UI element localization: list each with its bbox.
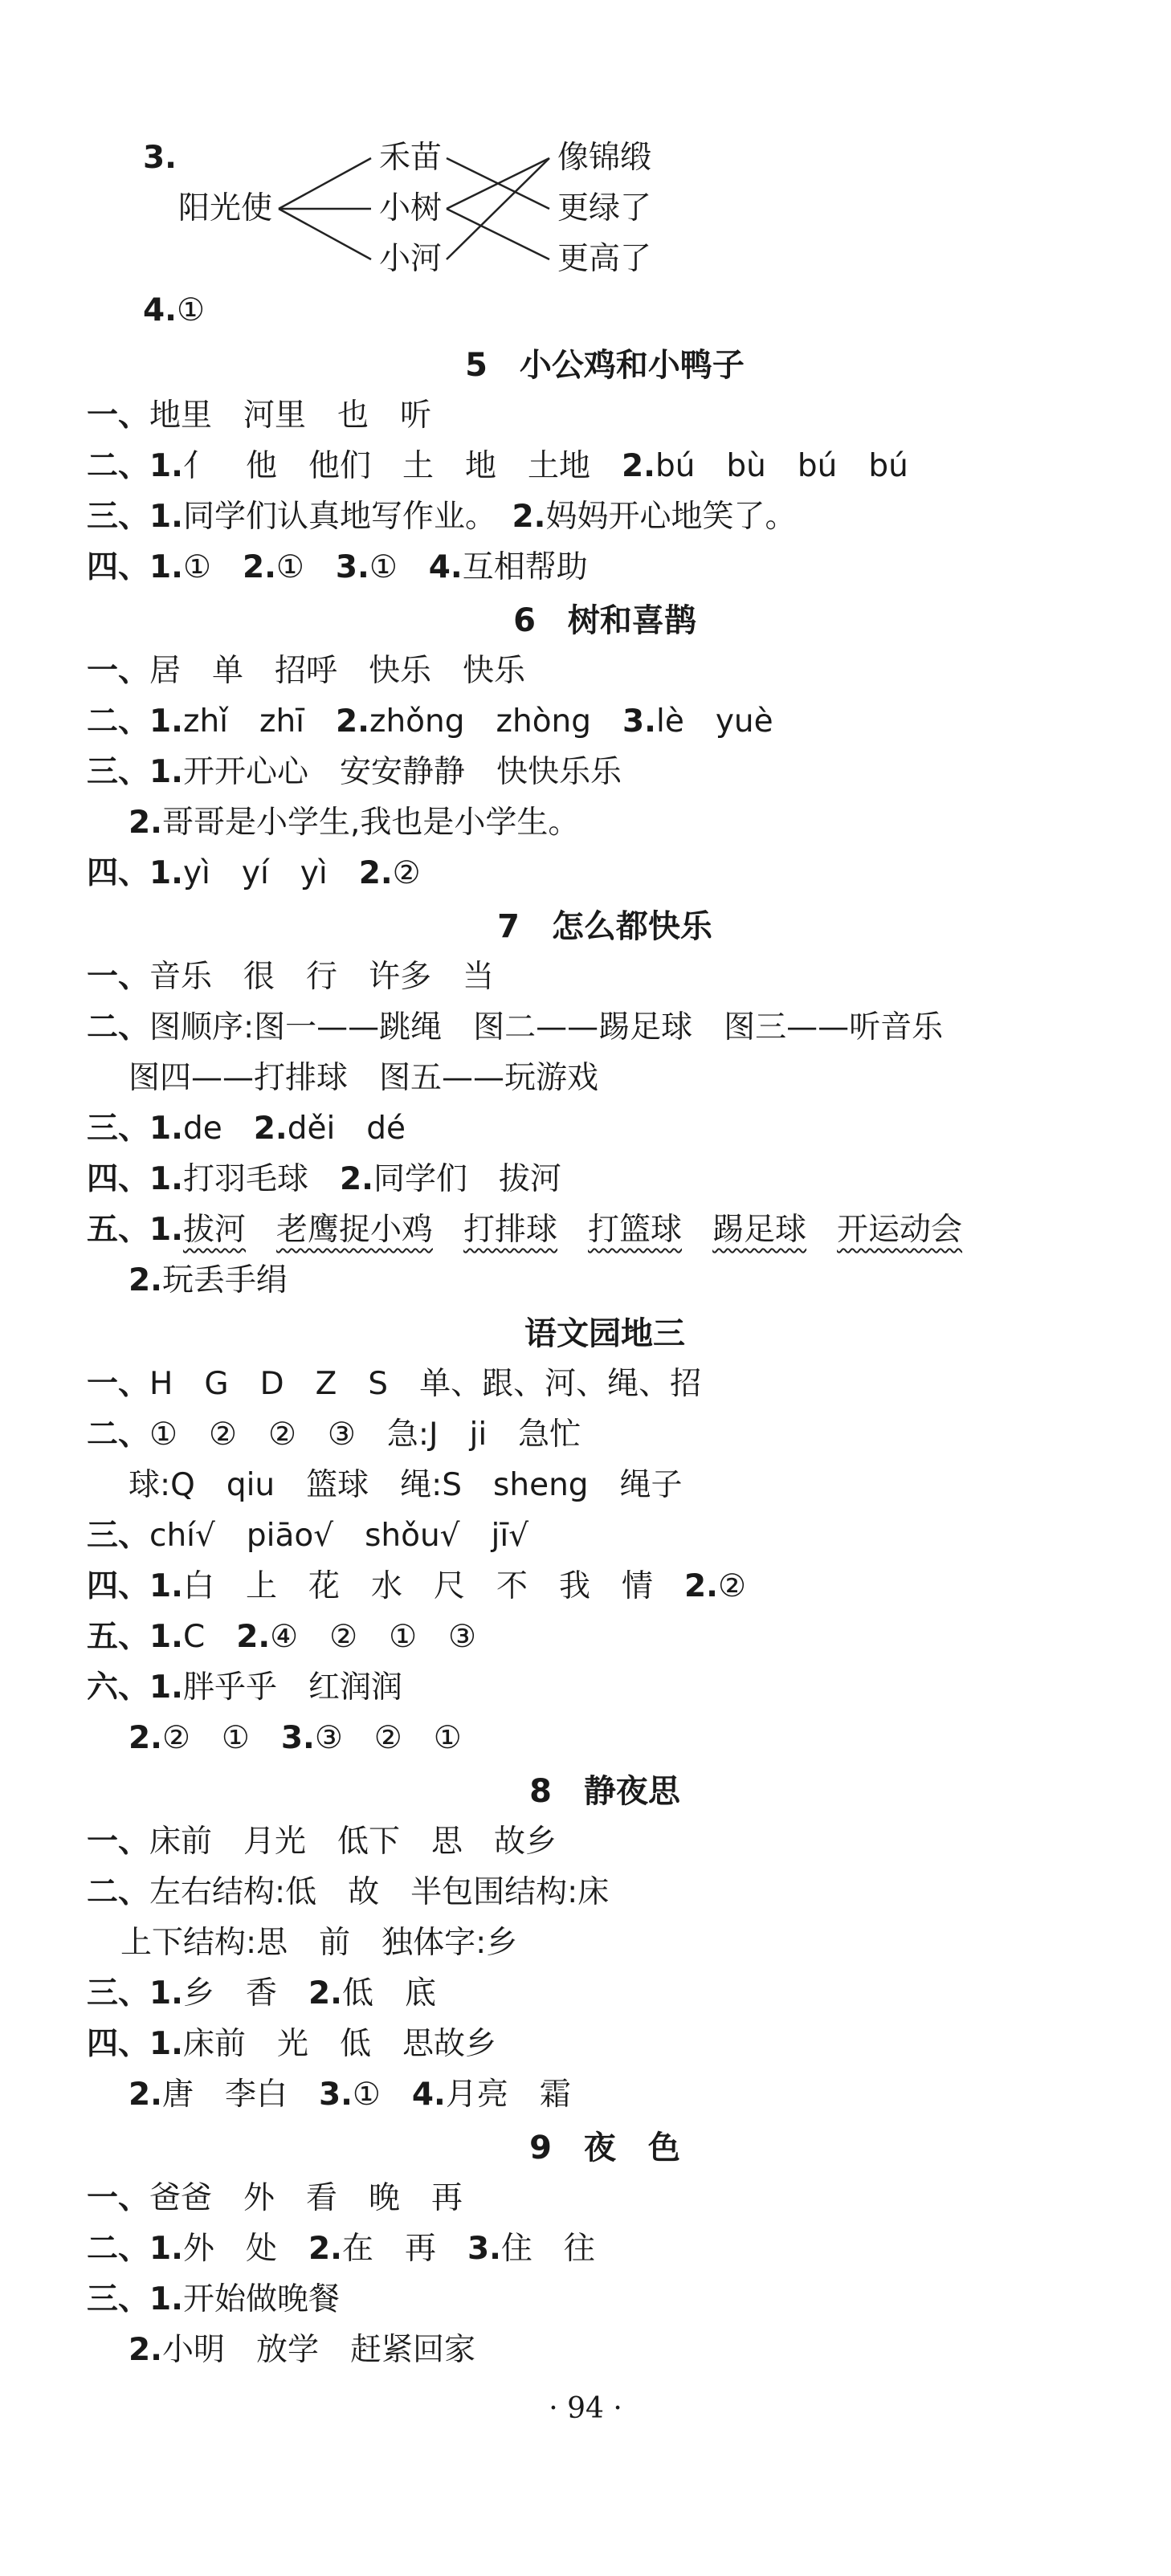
lesson-title: 5 小公鸡和小鸭子 [465,347,745,384]
lesson-title: 8 静夜思 [529,1773,680,1810]
match-middle-word: 小河 [379,241,443,277]
match-middle-word: 禾苗 [379,140,443,176]
lesson-title: 9 夜 色 [529,2130,680,2166]
answer-line: 三、1.de 2.děi dé [87,1111,406,1147]
answer-line: 五、1.拔河 老鹰捉小鸡 打排球 打篮球 踢足球 开运动会 [87,1212,963,1248]
answer-line: 四、1.白 上 花 水 尺 不 我 情 2.② [87,1568,746,1604]
lesson-title: 7 怎么都快乐 [497,908,712,945]
answer-line: 四、1.① 2.① 3.① 4.互相帮助 [87,549,588,585]
answer-line: 2.小明 放学 赶紧回家 [129,2332,475,2368]
answer-line: 二、图顺序:图一——跳绳 图二——踢足球 图三——听音乐 [87,1009,944,1045]
answer-line: 球:Q qiu 篮球 绳:S sheng 绳子 [129,1467,683,1503]
answer-line: 上下结构:思 前 独体字:乡 [120,1925,518,1961]
answer-line: 一、爸爸 外 看 晚 再 [87,2180,463,2216]
answer-line: 三、1.同学们认真地写作业。 2.妈妈开心地笑了。 [87,499,797,535]
answer-line: 二、左右结构:低 故 半包围结构:床 [87,1874,610,1910]
match-line [279,209,371,259]
answer-line: 三、1.乡 香 2.低 底 [87,1975,436,2011]
underlined-answer: 打排球 [463,1212,558,1248]
match-middle-word: 小树 [379,190,443,226]
answer-line: 二、1.zhǐ zhī 2.zhǒng zhòng 3.lè yuè [87,703,773,740]
lesson-title: 6 树和喜鹊 [513,602,696,639]
matching-lines [0,0,1171,321]
answer-line: 五、1.C 2.④ ② ① ③ [87,1619,477,1655]
answer-line: 四、1.yì yí yì 2.② [87,855,421,891]
question-number: 3. [143,140,177,176]
answer-line: 三、chí√ piāo√ shǒu√ jī√ [87,1518,529,1554]
match-line [279,158,371,209]
answer-line: 一、音乐 很 行 许多 当 [87,959,495,995]
answer-line: 四、1.床前 光 低 思故乡 [87,2026,496,2062]
answer-line: 六、1.胖乎乎 红润润 [87,1669,402,1706]
answer-line: 三、1.开开心心 安安静静 快快乐乐 [87,754,622,790]
answer-line: 二、1.外 处 2.在 再 3.住 往 [87,2231,595,2267]
underlined-answer: 开运动会 [837,1212,963,1248]
answer-line: 一、居 单 招呼 快乐 快乐 [87,653,526,689]
match-right-word: 像锦缎 [557,140,652,176]
answer-line: 2.唐 李白 3.① 4.月亮 霜 [129,2077,571,2113]
answer-line: 图四——打排球 图五——玩游戏 [129,1060,599,1096]
answer-line: 三、1.开始做晚餐 [87,2281,340,2317]
lesson-title: 语文园地三 [524,1315,685,1352]
page-number: · 94 · [549,2392,622,2425]
match-line [447,158,549,259]
answer-line: 一、床前 月光 低下 思 故乡 [87,1824,557,1860]
match-right-word: 更高了 [557,241,652,277]
underlined-answer: 老鹰捉小鸡 [275,1212,433,1248]
match-right-word: 更绿了 [557,190,652,226]
match-left-word: 阳光使 [178,190,273,226]
answer-line: 四、1.打羽毛球 2.同学们 拔河 [87,1161,561,1197]
answer-line: 二、① ② ② ③ 急:J ji 急忙 [87,1416,581,1453]
answer-line: 一、地里 河里 也 听 [87,397,432,434]
underlined-answer: 打篮球 [588,1212,683,1248]
answer-line: 一、H G D Z S 单、跟、河、绳、招 [87,1366,702,1402]
underlined-answer: 踢足球 [712,1212,807,1248]
answer-line: 2.② ① 3.③ ② ① [129,1720,462,1756]
answer-line: 二、1.亻 他 他们 土 地 土地 2.bú bù bú bú [87,448,908,484]
underlined-answer: 拔河 [182,1212,246,1248]
answer-line: 2.玩丢手绢 [129,1262,288,1298]
answer-line: 4.① [143,292,205,328]
answer-line: 2.哥哥是小学生,我也是小学生。 [129,805,580,841]
match-line [447,209,549,259]
